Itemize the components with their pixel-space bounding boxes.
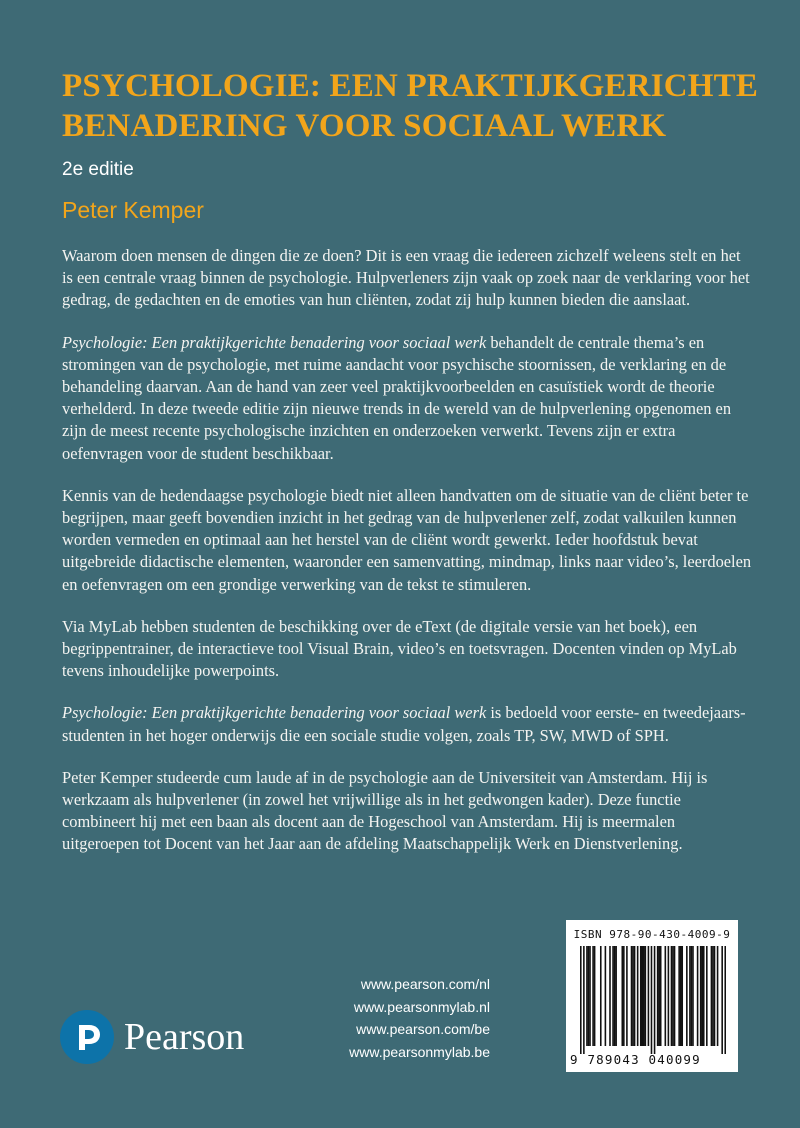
barcode-bar	[651, 946, 653, 1054]
barcode-bar	[671, 946, 673, 1046]
barcode-bar	[712, 946, 714, 1046]
title-line-2: BENADERING VOOR SOCIAAL WERK	[62, 108, 667, 144]
author-name: Peter Kemper	[62, 197, 204, 223]
barcode-bar	[623, 946, 625, 1046]
barcode-bar	[697, 946, 699, 1046]
title-line-1: PSYCHOLOGIE: EEN PRAKTIJKGERICHTE	[62, 68, 759, 104]
barcode-bar	[701, 946, 703, 1046]
barcode-bars	[580, 946, 726, 1054]
barcode-bar	[660, 946, 662, 1046]
pearson-logo	[60, 1010, 244, 1064]
barcode-bar	[592, 946, 594, 1046]
barcode-bar	[643, 946, 645, 1046]
barcode-bar	[717, 946, 719, 1046]
barcode-bar	[674, 946, 676, 1046]
barcode-bar	[721, 946, 723, 1054]
barcode-bar	[626, 946, 628, 1046]
barcode-bar	[621, 946, 623, 1046]
barcode-bar	[612, 946, 614, 1046]
blurb-text	[62, 245, 752, 876]
ean-number: 9 789043 040099	[570, 1052, 701, 1067]
barcode-bar	[714, 946, 716, 1046]
barcode-bar	[634, 946, 636, 1046]
barcode-bar	[724, 946, 726, 1054]
barcode-bar	[600, 946, 602, 1046]
barcode-bar	[645, 946, 647, 1046]
barcode-bar	[691, 946, 693, 1046]
blurb-paragraph-4: Via MyLab hebben studenten de beschikking over de eText (de digitale versie van het boek), een begrippentrainer, de interactieve tool Visual Brain, video’s en toetsvragen. Docenten vinden op MyLab tevens inhoudelijke powerpoints.	[62, 616, 737, 681]
barcode-bar	[665, 946, 667, 1046]
author-bio: Peter Kemper studeerde cum laude af in de psychologie aan de Universiteit van Amsterdam. Hij is werkzaam als hulpverlener (in zowel het vrijwillige als in het gedwongen kader). Deze functie combineert hij met een baan als docent aan de Hogeschool van Amsterdam. Hij is meermalen uitgeroepen tot Docent van het Jaar aan de afdeling Maatschappelijk Werk en Dienstverlening.	[62, 767, 708, 854]
blurb-paragraph-1: Waarom doen mensen de dingen die ze doen? Dit is een vraag die iedereen zichzelf weleens stelt en het is een centrale vraag binnen de psychologie. Hulpverleners zijn vaak op zoek naar de verklaring voor het gedrag, de gedachten en de emoties van hun cliënten, zodat zij hulp kunnen bieden die aanslaat.	[62, 246, 750, 310]
barcode-bar	[678, 946, 680, 1046]
edition-label: 2e editie	[62, 159, 134, 180]
barcode-bar	[609, 946, 611, 1046]
barcode-bar	[680, 946, 682, 1046]
book-title-italic: Psychologie: Een praktijkgerichte benadering voor sociaal werk	[62, 332, 487, 352]
barcode-bar	[631, 946, 633, 1046]
paragraph-text: is bedoeld voor eerste- en tweedejaars-studenten in het hoger onderwijs die een sociale studie volgen, zoals TP, SW, MWD of SPH.	[62, 703, 746, 745]
barcode-bar	[700, 946, 702, 1046]
pearson-p-icon	[60, 1010, 114, 1064]
barcode-bar	[668, 946, 670, 1046]
barcode-bar	[583, 946, 585, 1054]
barcode-bar	[689, 946, 691, 1046]
barcode-bar	[692, 946, 694, 1046]
barcode-bar	[686, 946, 688, 1046]
isbn-barcode	[566, 920, 738, 1072]
barcode-bar	[640, 946, 642, 1046]
barcode-bar	[672, 946, 674, 1046]
barcode-bar	[706, 946, 708, 1046]
blurb-paragraph-2	[62, 332, 752, 465]
barcode-bar	[588, 946, 590, 1046]
book-title-italic: Psychologie: Een praktijkgerichte benadering voor sociaal werk	[62, 703, 487, 723]
barcode-bar	[658, 946, 660, 1046]
barcode-bar	[711, 946, 713, 1046]
blurb-paragraph-5	[62, 702, 752, 746]
barcode-bar	[637, 946, 639, 1046]
barcode-bar	[641, 946, 643, 1046]
barcode-bar	[614, 946, 616, 1046]
barcode-bar	[703, 946, 705, 1046]
barcode-bar	[586, 946, 588, 1046]
url-link[interactable]: www.pearsonmylab.be	[349, 1043, 490, 1060]
barcode-bar	[681, 946, 683, 1046]
barcode-bar	[589, 946, 591, 1046]
blurb-paragraph-3: Kennis van de hedendaagse psychologie biedt niet alleen handvatten om de situatie van de cliënt beter te begrijpen, maar geeft bovendien inzicht in het gedrag van de hulpverlener zelf, zodat valkuilen kunnen worden vermeden en optimaal aan het herstel van de cliënt wordt gewerkt. Ieder hoofdstuk bevat uitgebreide didactische elementen, waaronder een samenvatting, mindmap, links naar video’s, leerdoelen en oefenvragen om een grondige verwerking van de tekst te stimuleren.	[62, 485, 752, 594]
url-link[interactable]: www.pearsonmylab.nl	[353, 998, 490, 1015]
barcode-bar	[654, 946, 656, 1054]
barcode-bar	[615, 946, 617, 1046]
pearson-wordmark: Pearson	[124, 1016, 245, 1058]
barcode-bar	[648, 946, 650, 1046]
barcode-bar	[605, 946, 607, 1046]
book-title	[62, 66, 782, 146]
barcode-bar	[632, 946, 634, 1046]
publisher-urls	[322, 973, 490, 1063]
url-link[interactable]: www.pearson.com/nl	[360, 976, 490, 992]
isbn-label: ISBN 978-90-430-4009-9	[573, 928, 731, 941]
paragraph-text: behandelt de centrale thema’s en stromingen van de psychologie, met ruime aandacht voor psychische stoornissen, de verklaring en de behandeling daarvan. Aan de hand van zeer veel praktijkvoorbeelden en casuïstiek wordt de theorie verhelderd. In deze tweede editie zijn nieuwe trends in de wereld van de hulpverlening opgenomen en zijn de meest recente psychologische inzichten en onderzoeken verwerkt. Tevens zijn er extra oefenvragen voor de student beschikbaar.	[62, 332, 732, 463]
barcode-bar	[580, 946, 582, 1054]
url-link[interactable]: www.pearson.com/be	[356, 1021, 490, 1037]
barcode-bar	[594, 946, 596, 1046]
barcode-bar	[657, 946, 659, 1046]
